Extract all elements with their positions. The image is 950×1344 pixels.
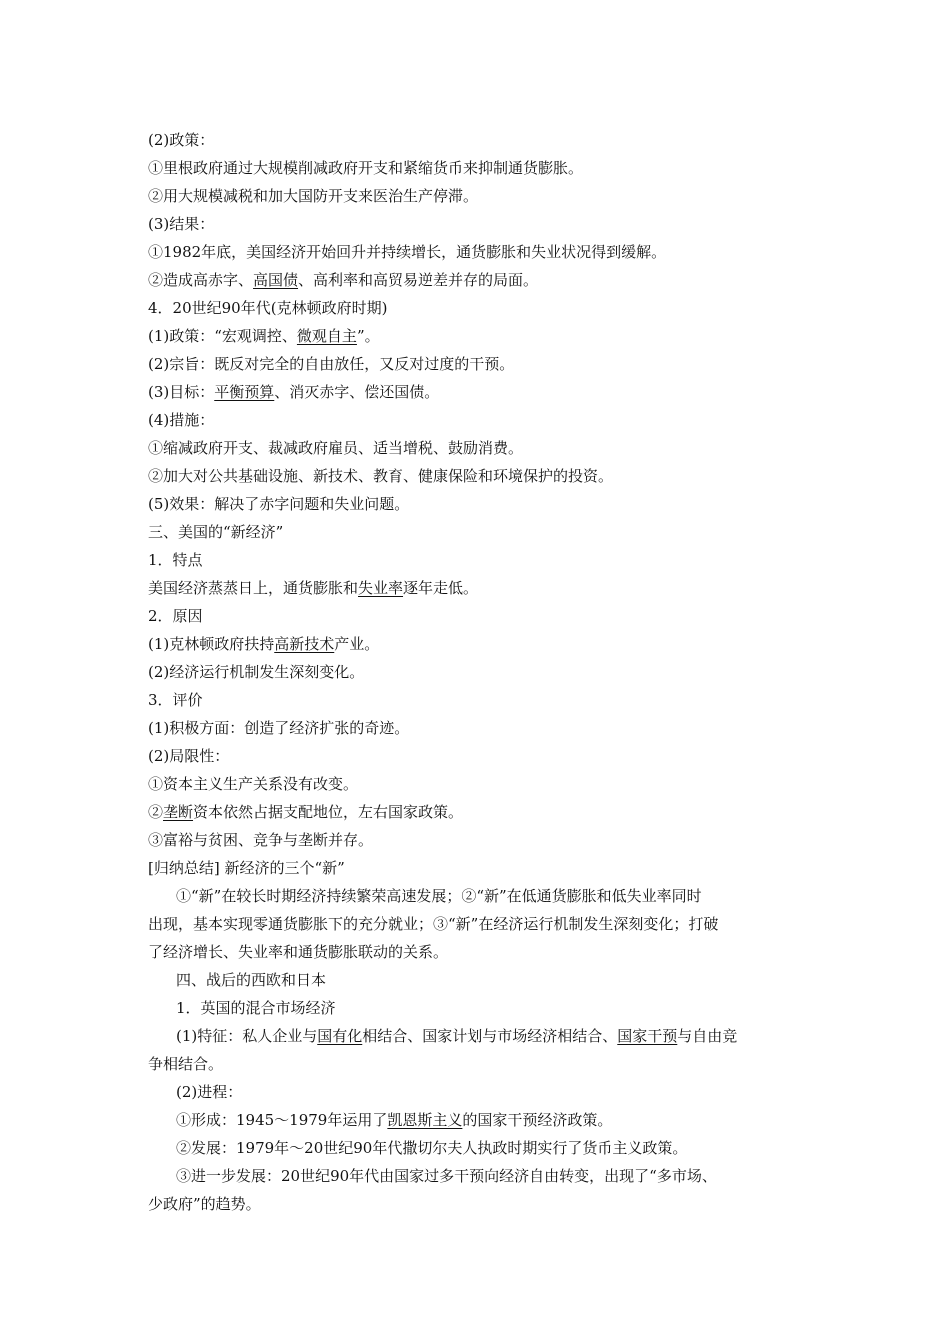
- text-line: [148, 550, 808, 570]
- text-line: [176, 886, 836, 906]
- text-line: [176, 1166, 836, 1186]
- line-text: (1)特征：私人企业与: [176, 1027, 318, 1045]
- line-text: [归纳总结] 新经济的三个“新”: [148, 859, 345, 877]
- line-text: 3．评价: [148, 691, 203, 709]
- line-text: 三、美国的“新经济”: [148, 523, 284, 541]
- line-text: (2)进程：: [176, 1083, 243, 1101]
- line-text: ①资本主义生产关系没有改变。: [148, 775, 359, 793]
- text-line: [148, 214, 808, 234]
- text-line: [148, 858, 808, 878]
- text-line: [148, 1054, 808, 1074]
- line-text: ②发展：1979年～20世纪90年代撒切尔夫人执政时期实行了货币主义政策。: [176, 1139, 688, 1157]
- text-line: [148, 326, 808, 346]
- line-text: 1．特点: [148, 551, 203, 569]
- underlined-term: 平衡预算: [214, 383, 275, 401]
- line-text: 的国家干预经济政策。: [462, 1111, 613, 1129]
- line-text: ”。: [356, 327, 380, 345]
- line-text: (5)效果：解决了赤字问题和失业问题。: [148, 495, 410, 513]
- underlined-term: 垄断: [163, 803, 194, 821]
- line-text: ②加大对公共基础设施、新技术、教育、健康保险和环境保护的投资。: [148, 467, 614, 485]
- line-text: 了经济增长、失业率和通货膨胀联动的关系。: [148, 943, 449, 961]
- line-text: ③进一步发展：20世纪90年代由国家过多干预向经济自由转变，出现了“多市场、: [176, 1167, 717, 1185]
- text-line: [148, 662, 808, 682]
- line-text: 、消灭赤字、偿还国债。: [274, 383, 440, 401]
- text-line: [148, 242, 808, 262]
- text-line: [148, 466, 808, 486]
- text-line: [148, 438, 808, 458]
- line-text: 4．20世纪90年代(克林顿政府时期): [148, 299, 388, 317]
- text-line: [176, 1110, 836, 1130]
- text-line: [148, 158, 808, 178]
- text-line: [176, 1138, 836, 1158]
- text-line: [148, 606, 808, 626]
- text-line: [148, 942, 808, 962]
- underlined-term: 国有化: [317, 1027, 363, 1045]
- line-text: 争相结合。: [148, 1055, 224, 1073]
- underlined-term: 高国债: [253, 271, 299, 289]
- text-line: [176, 998, 836, 1018]
- line-text: 1．英国的混合市场经济: [176, 999, 336, 1017]
- line-text: ①缩减政府开支、裁减政府雇员、适当增税、鼓励消费。: [148, 439, 524, 457]
- line-text: 与自由竞: [677, 1027, 738, 1045]
- line-text: 相结合、国家计划与市场经济相结合、: [362, 1027, 618, 1045]
- line-text: (3)目标：: [148, 383, 215, 401]
- text-line: [148, 270, 808, 290]
- line-text: ②: [148, 803, 164, 821]
- line-text: 逐年走低。: [403, 579, 479, 597]
- line-text: 出现，基本实现零通货膨胀下的充分就业；③“新”在经济运行机制发生深刻变化；打破: [148, 915, 719, 933]
- text-line: [148, 298, 808, 318]
- text-line: [148, 410, 808, 430]
- line-text: (2)政策：: [148, 131, 215, 149]
- line-text: ①形成：1945～1979年运用了: [176, 1111, 388, 1129]
- text-line: [148, 914, 808, 934]
- line-text: 、高利率和高贸易逆差并存的局面。: [298, 271, 539, 289]
- underlined-term: 国家干预: [617, 1027, 678, 1045]
- text-line: [148, 522, 808, 542]
- text-line: [148, 830, 808, 850]
- line-text: (1)克林顿政府扶持: [148, 635, 275, 653]
- line-text: ②用大规模减税和加大国防开支来医治生产停滞。: [148, 187, 479, 205]
- line-text: ①里根政府通过大规模削减政府开支和紧缩货币来抑制通货膨胀。: [148, 159, 584, 177]
- text-line: [148, 690, 808, 710]
- text-line: [148, 494, 808, 514]
- line-text: (4)措施：: [148, 411, 215, 429]
- text-line: [148, 634, 808, 654]
- text-line: [148, 130, 808, 150]
- line-text: 少政府”的趋势。: [148, 1195, 261, 1213]
- line-text: (2)宗旨：既反对完全的自由放任，又反对过度的干预。: [148, 355, 515, 373]
- text-line: [176, 1082, 836, 1102]
- line-text: 资本依然占据支配地位，左右国家政策。: [193, 803, 464, 821]
- text-line: [176, 1026, 836, 1046]
- line-text: (1)政策：“宏观调控、: [148, 327, 297, 345]
- text-line: [148, 382, 808, 402]
- underlined-term: 凯恩斯主义: [387, 1111, 463, 1129]
- line-text: 美国经济蒸蒸日上，通货膨胀和: [148, 579, 359, 597]
- text-line: [176, 970, 836, 990]
- text-line: [148, 746, 808, 766]
- line-text: 2．原因: [148, 607, 203, 625]
- line-text: 产业。: [334, 635, 380, 653]
- text-line: [148, 578, 808, 598]
- text-line: [148, 802, 808, 822]
- line-text: ①1982年底，美国经济开始回升并持续增长，通货膨胀和失业状况得到缓解。: [148, 243, 667, 261]
- underlined-term: 高新技术: [274, 635, 335, 653]
- line-text: ②造成高赤字、: [148, 271, 254, 289]
- underlined-term: 微观自主: [296, 327, 357, 345]
- line-text: (3)结果：: [148, 215, 215, 233]
- text-line: [148, 186, 808, 206]
- text-line: [148, 354, 808, 374]
- underlined-term: 失业率: [358, 579, 404, 597]
- text-line: [148, 718, 808, 738]
- text-line: [148, 774, 808, 794]
- line-text: 四、战后的西欧和日本: [176, 971, 327, 989]
- line-text: (1)积极方面：创造了经济扩张的奇迹。: [148, 719, 410, 737]
- line-text: (2)局限性：: [148, 747, 230, 765]
- line-text: ③富裕与贫困、竞争与垄断并存。: [148, 831, 374, 849]
- text-line: [148, 1194, 808, 1214]
- line-text: ①“新”在较长时期经济持续繁荣高速发展；②“新”在低通货膨胀和低失业率同时: [176, 887, 702, 905]
- line-text: (2)经济运行机制发生深刻变化。: [148, 663, 365, 681]
